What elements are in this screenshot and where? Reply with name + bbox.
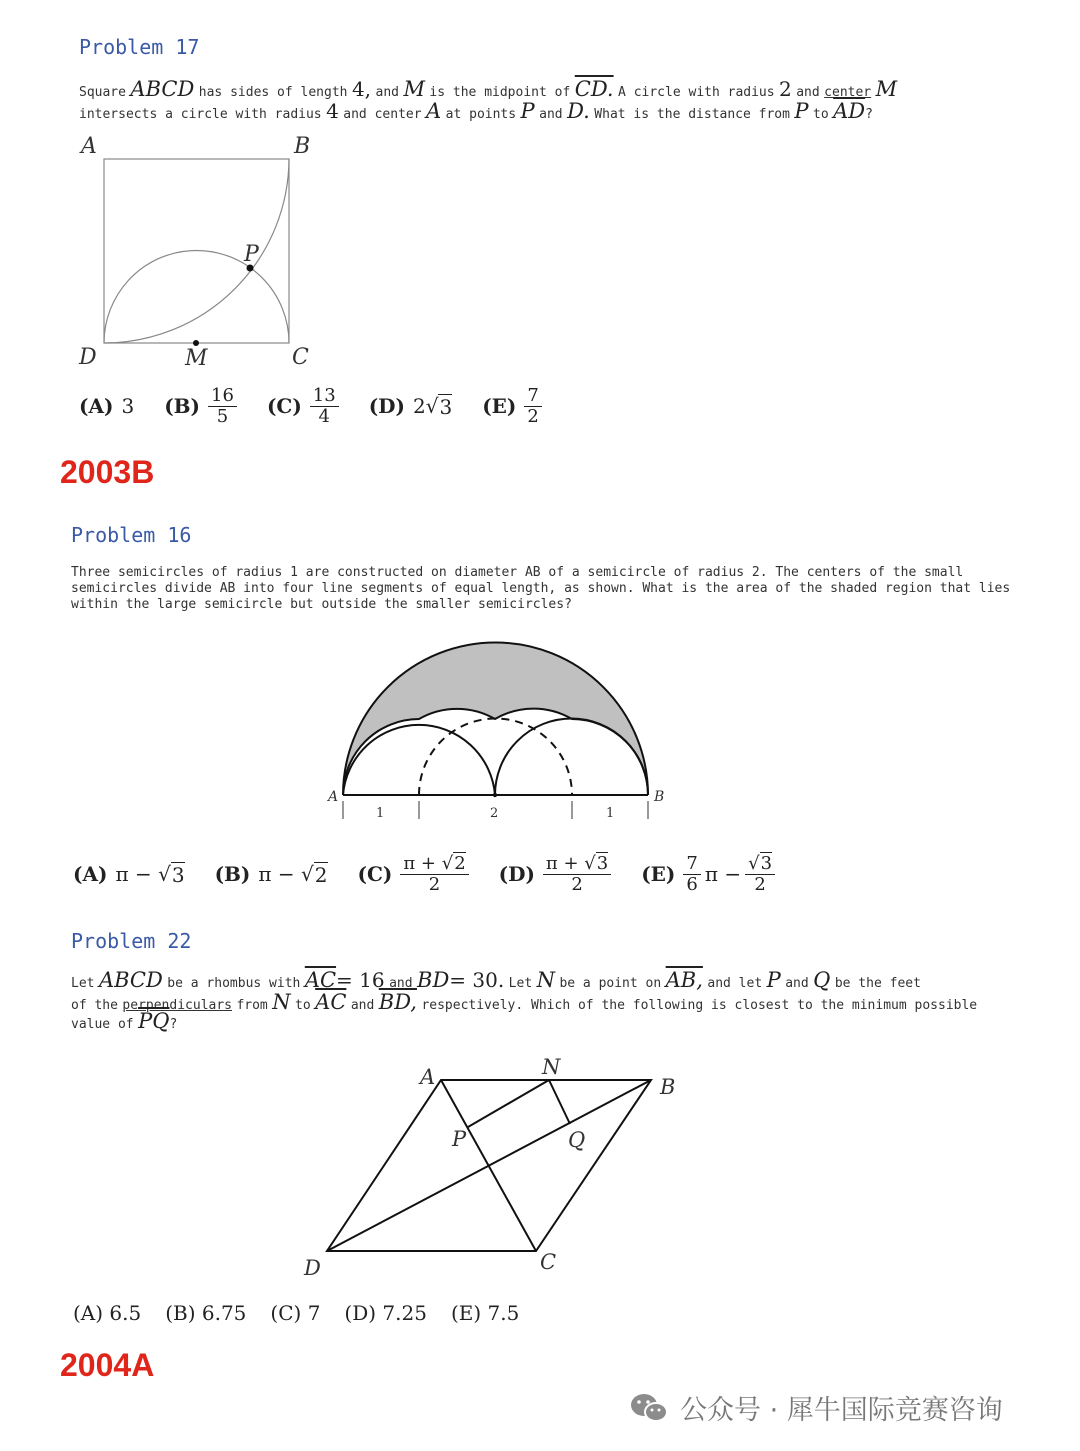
problem-22-figure [290, 1050, 710, 1285]
segment-label-1: 1 [376, 806, 385, 821]
label-c: C [292, 345, 309, 370]
wechat-icon [628, 1391, 670, 1425]
choice-c[interactable]: (C) 7 [270, 1301, 321, 1325]
label-a: A [81, 134, 97, 159]
perpendicular-nq [549, 1080, 570, 1124]
label-d: D [304, 1256, 321, 1280]
choice-e[interactable]: (E) $\frac{7}{6}$ π − $\frac{√3}{2}$ [641, 854, 775, 895]
footer-watermark [628, 1388, 1003, 1427]
label-p: P [452, 1127, 467, 1151]
year-label-2004a: 2004A [60, 1347, 155, 1383]
choice-b[interactable]: (B) π − √ 2 [214, 862, 328, 887]
center-point [493, 793, 497, 797]
problem-16-text [71, 565, 1010, 613]
label-n: N [542, 1055, 561, 1079]
label-d: D [79, 345, 97, 370]
problem-16-line-2: semicircles divide AB into four line segments of equal length, as shown. What is the area of the shaded region that lies [71, 581, 1011, 596]
problem-17-choices [79, 378, 572, 434]
diagonal-bd [327, 1080, 651, 1251]
label-q: Q [568, 1128, 586, 1152]
footer-text: 公众号 · 犀牛国际竞赛咨询 [680, 1395, 1003, 1426]
problem-22-text-line-1: Let ABCD be a rhombus with $\overline{AC}= 16$ and BD= 30. Let N be a point on AB, and let P and Q be the feet [71, 968, 921, 992]
problem-22-text-line-3: value of $\overline{PQ}$? [71, 1009, 178, 1033]
choice-b[interactable]: (B) 6.75 [165, 1301, 247, 1325]
segment-label-3: 1 [606, 806, 615, 821]
problem-17-text-line-1: Square ABCD has sides of length 4, and M is the midpoint of CD. A circle with radius 2 and center M [79, 77, 898, 101]
label-p: P [244, 242, 259, 267]
problem-22-text-line-2: of the perpendiculars from N to $\overline{AC}$ and BD, respectively. Which of the following is closest to the minimum possible [71, 990, 978, 1014]
label-b: B [294, 134, 311, 159]
segment-pq [468, 1124, 570, 1127]
problem-17-title: Problem 17 [79, 35, 200, 59]
problem-16-line-1: Three semicircles of radius 1 are constructed on diameter AB of a semicircle of radius 2. The centers of the small [71, 565, 964, 580]
choice-e[interactable]: (E) $\frac{7}{2}$ [482, 386, 542, 427]
label-a: A [328, 789, 339, 805]
problem-16-title: Problem 16 [71, 523, 192, 547]
choice-a[interactable]: (A) 3 [79, 394, 135, 418]
choice-e[interactable]: (E) 7.5 [450, 1301, 520, 1325]
label-a: A [420, 1065, 436, 1089]
problem-16-figure [320, 635, 680, 830]
problem-22-choices [73, 1301, 543, 1325]
problem-17-text-line-2: intersects a circle with radius 4 and center A at points P and D. What is the distance from P to $\overline{AD}$? [79, 99, 873, 123]
problem-16-line-3: within the large semicircle but outside the smaller semicircles? [71, 597, 572, 612]
year-label-2003b: 2003B [60, 454, 155, 490]
choice-a[interactable]: (A) π − √ 3 [73, 862, 185, 887]
problem-16-choices [73, 846, 805, 902]
perpendicular-np [468, 1080, 549, 1127]
problem-22-title: Problem 22 [71, 929, 192, 953]
choice-c[interactable]: (C) $\frac{13}{4}$ [267, 386, 339, 427]
choice-c[interactable]: (C) $\frac{\pi + √2}{2}$ [358, 854, 469, 895]
label-m: M [185, 346, 208, 371]
label-b: B [654, 789, 665, 805]
problem-17-figure [70, 128, 330, 376]
choice-b[interactable]: (B) $\frac{16}{5}$ [164, 386, 237, 427]
choice-d[interactable]: (D) 7.25 [344, 1301, 427, 1325]
choice-d[interactable]: (D) 2 √ 3 [368, 394, 453, 419]
choice-d[interactable]: (D) $\frac{\pi + √3}{2}$ [499, 854, 612, 895]
segment-label-2: 2 [490, 806, 499, 821]
semicircle-center-m [104, 251, 289, 344]
label-c: C [540, 1250, 557, 1274]
choice-a[interactable]: (A) 6.5 [73, 1301, 142, 1325]
label-b: B [660, 1075, 676, 1099]
